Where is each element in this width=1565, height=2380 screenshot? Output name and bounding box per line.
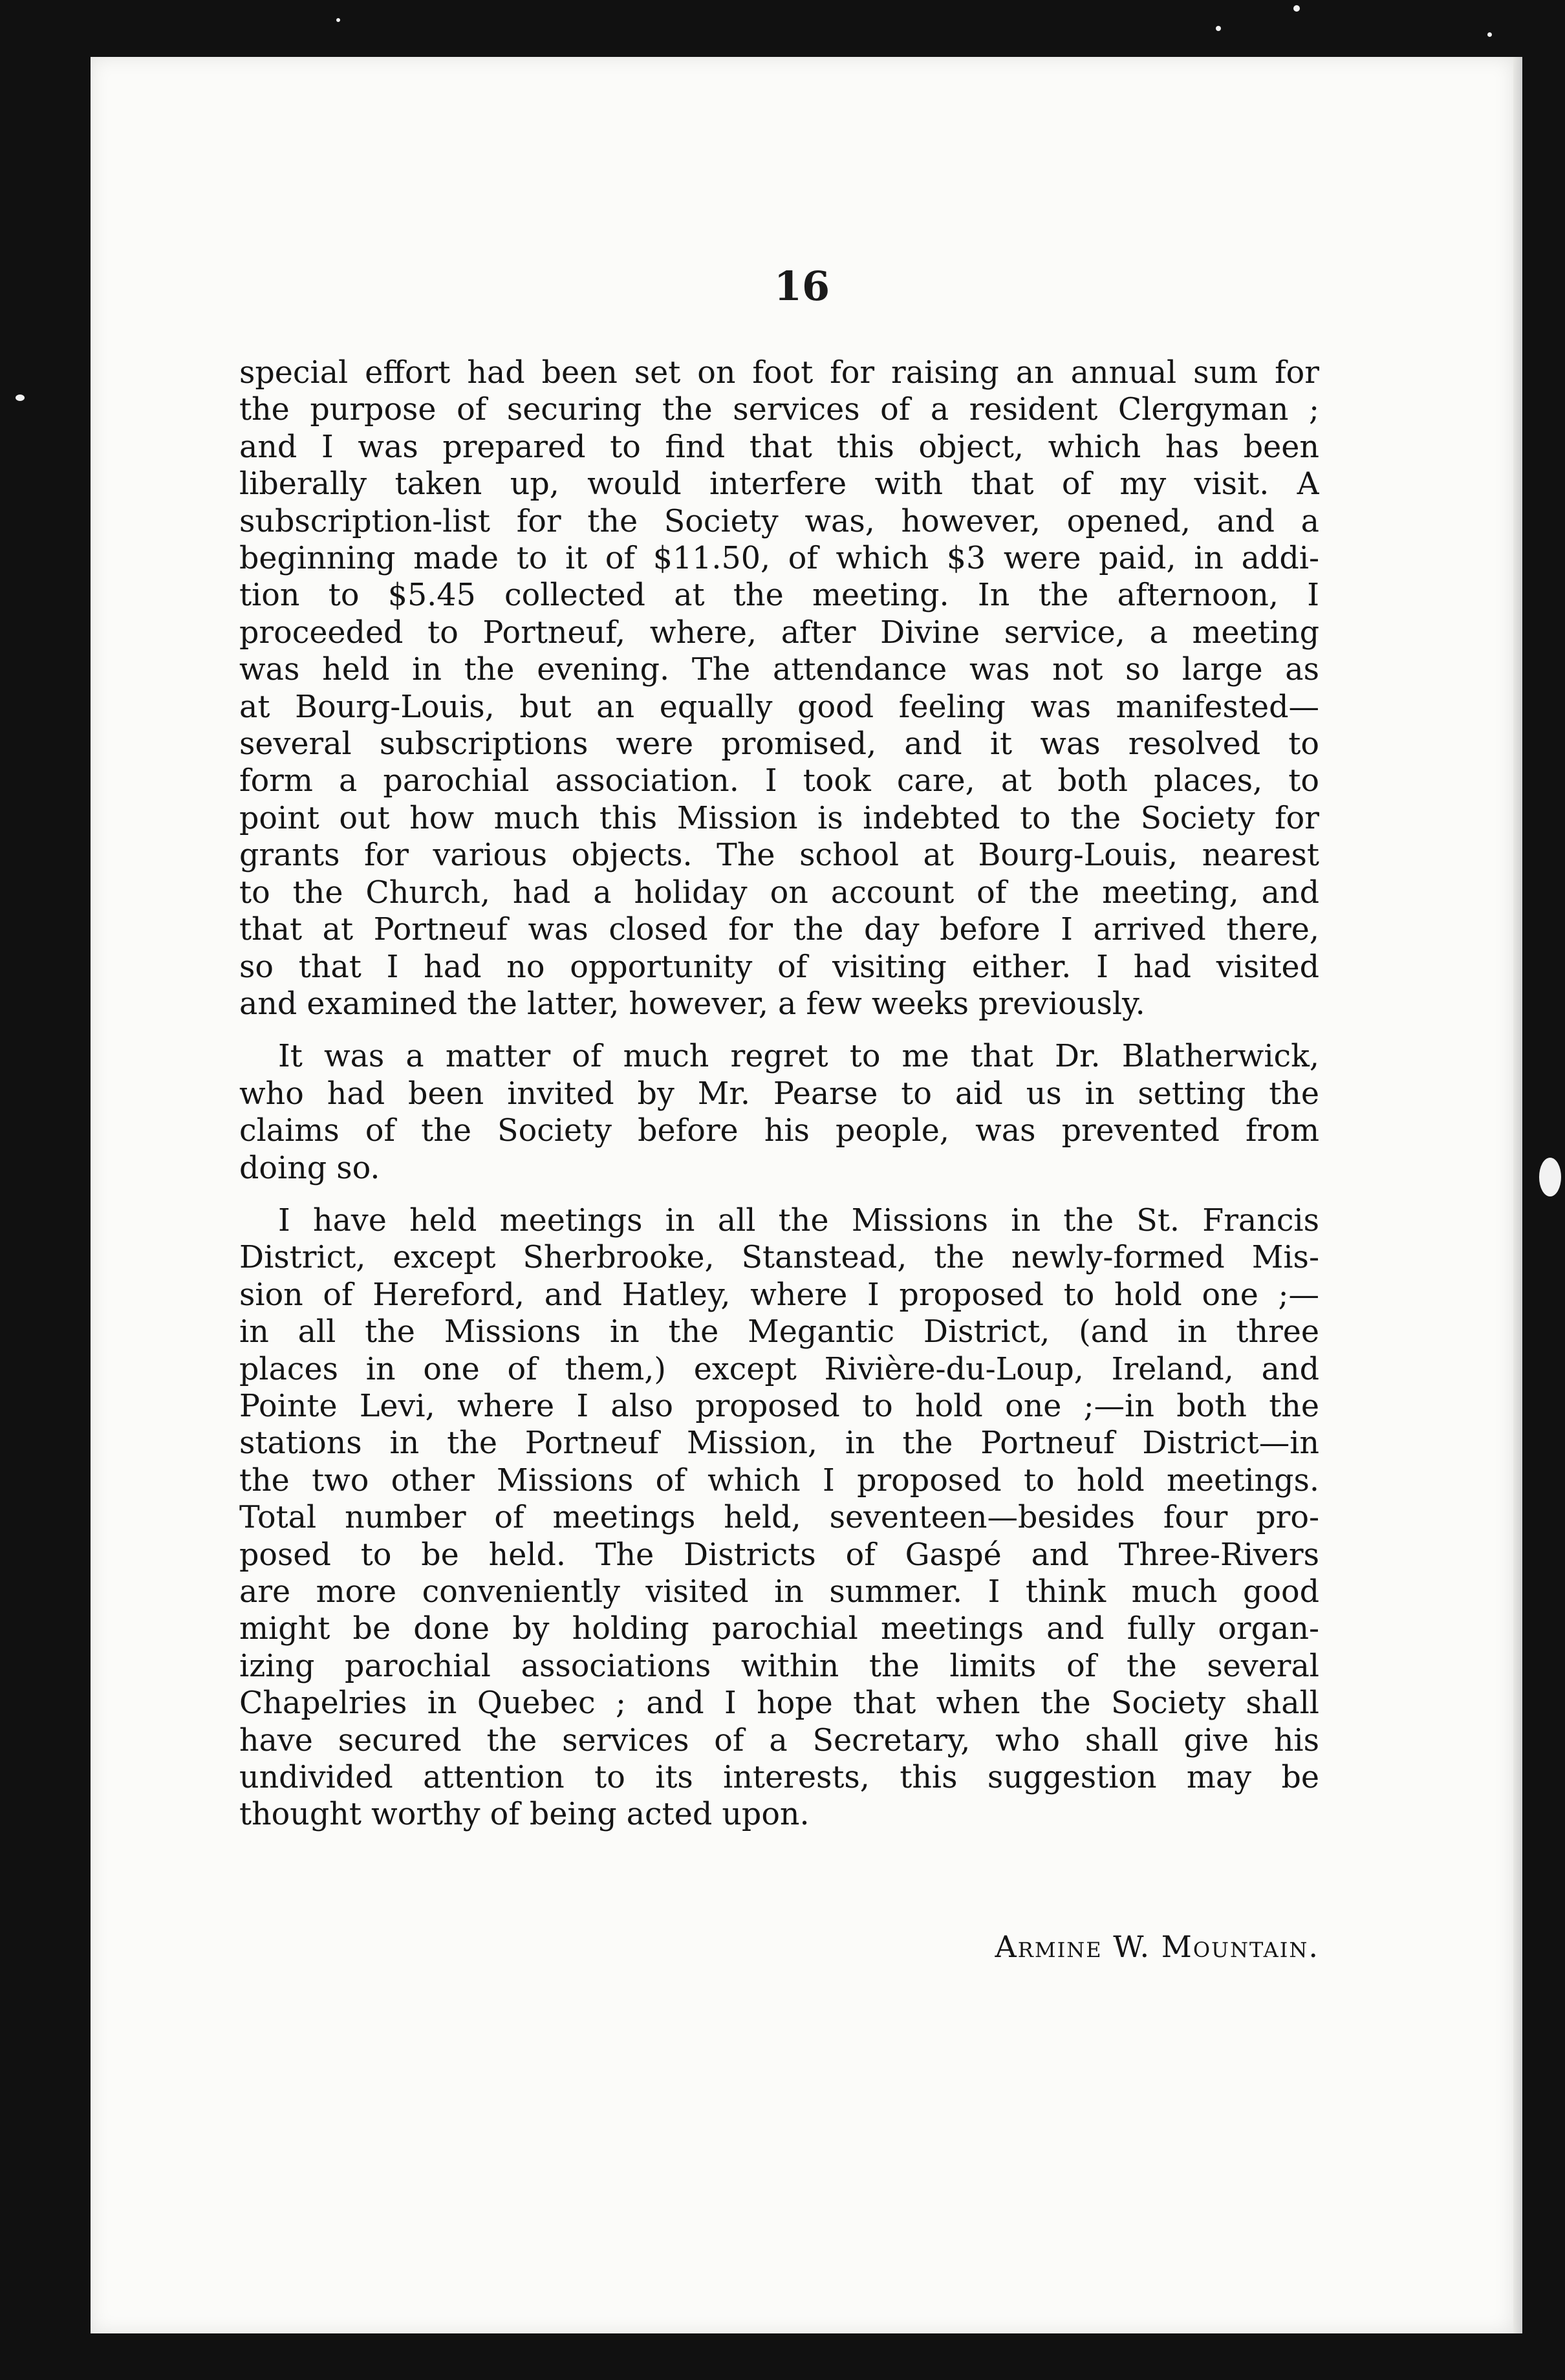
text-line: at Bourg-Louis, but an equally good feeling was manifested— bbox=[239, 689, 1319, 725]
text-line: izing parochial associations within the limits of the several bbox=[239, 1648, 1319, 1684]
text-line: to the Church, had a holiday on account of the meeting, and bbox=[239, 874, 1319, 911]
paragraph bbox=[239, 354, 1319, 1022]
dust-speck bbox=[1539, 1158, 1561, 1196]
text-line: beginning made to it of $11.50, of which $3 were paid, in addi- bbox=[239, 541, 1319, 577]
dust-speck bbox=[16, 395, 25, 401]
text-line: who had been invited by Mr. Pearse to aid us in setting the bbox=[239, 1076, 1319, 1112]
text-line: It was a matter of much regret to me that Dr. Blatherwick, bbox=[278, 1039, 1319, 1075]
text-line: that at Portneuf was closed for the day before I arrived there, bbox=[239, 912, 1319, 948]
text-line: Total number of meetings held, seventeen—besides four pro- bbox=[239, 1500, 1319, 1536]
text-line: proceeded to Portneuf, where, after Divine service, a meeting bbox=[239, 614, 1319, 651]
text-line: thought worthy of being acted upon. bbox=[239, 1797, 810, 1833]
signature: Armine W. Mountain. bbox=[995, 1929, 1319, 1964]
paragraph bbox=[239, 1038, 1319, 1187]
text-line: Pointe Levi, where I also proposed to hold one ;—in both the bbox=[239, 1388, 1319, 1424]
text-line: I have held meetings in all the Missions in the St. Francis bbox=[278, 1202, 1319, 1239]
text-line: special effort had been set on foot for raising an annual sum for bbox=[239, 355, 1319, 391]
document-page bbox=[91, 57, 1513, 2333]
text-line: places in one of them,) except Rivière-du-Loup, Ireland, and bbox=[239, 1351, 1319, 1387]
text-line: and I was prepared to find that this object, which has been bbox=[239, 429, 1319, 465]
text-line: claims of the Society before his people, was prevented from bbox=[239, 1113, 1319, 1149]
text-line: undivided attention to its interests, this suggestion may be bbox=[239, 1760, 1319, 1796]
text-line: have secured the services of a Secretary, who shall give his bbox=[239, 1722, 1319, 1758]
text-line: liberally taken up, would interfere with that of my visit. A bbox=[239, 466, 1319, 503]
text-line: point out how much this Mission is indebted to the Society for bbox=[239, 800, 1319, 836]
text-line: grants for various objects. The school at Bourg-Louis, nearest bbox=[239, 838, 1319, 874]
text-line: subscription-list for the Society was, however, opened, and a bbox=[239, 503, 1319, 539]
text-line: Chapelries in Quebec ; and I hope that when the Society shall bbox=[239, 1685, 1319, 1722]
text-line: in all the Missions in the Megantic District, (and in three bbox=[239, 1314, 1319, 1350]
text-line: the purpose of securing the services of a resident Clergyman ; bbox=[239, 392, 1319, 428]
body-text bbox=[239, 354, 1319, 1834]
text-line: tion to $5.45 collected at the meeting. In the afternoon, I bbox=[239, 578, 1319, 614]
page-number: 16 bbox=[773, 263, 830, 310]
paragraph bbox=[239, 1202, 1319, 1834]
dust-speck bbox=[1487, 32, 1492, 37]
text-line: was held in the evening. The attendance was not so large as bbox=[239, 652, 1319, 688]
text-line: stations in the Portneuf Mission, in the Portneuf District—in bbox=[239, 1425, 1319, 1462]
dust-speck bbox=[1216, 26, 1221, 31]
text-line: and examined the latter, however, a few weeks previously. bbox=[239, 986, 1145, 1022]
dust-speck bbox=[336, 18, 340, 22]
text-line: several subscriptions were promised, and it was resolved to bbox=[239, 726, 1319, 763]
dust-speck bbox=[1293, 5, 1300, 12]
text-line: posed to be held. The Districts of Gaspé and Three-Rivers bbox=[239, 1537, 1319, 1573]
text-line: sion of Hereford, and Hatley, where I proposed to hold one ;— bbox=[239, 1277, 1319, 1313]
text-line: are more conveniently visited in summer. I think much good bbox=[239, 1574, 1319, 1610]
text-line: doing so. bbox=[239, 1150, 380, 1186]
text-line: so that I had no opportunity of visiting either. I had visited bbox=[239, 949, 1319, 985]
text-line: form a parochial association. I took care, at both places, to bbox=[239, 763, 1319, 799]
text-line: District, except Sherbrooke, Stanstead, the newly-formed Mis- bbox=[239, 1240, 1319, 1276]
text-line: the two other Missions of which I proposed to hold meetings. bbox=[239, 1462, 1319, 1498]
text-line: might be done by holding parochial meetings and fully organ- bbox=[239, 1611, 1319, 1647]
